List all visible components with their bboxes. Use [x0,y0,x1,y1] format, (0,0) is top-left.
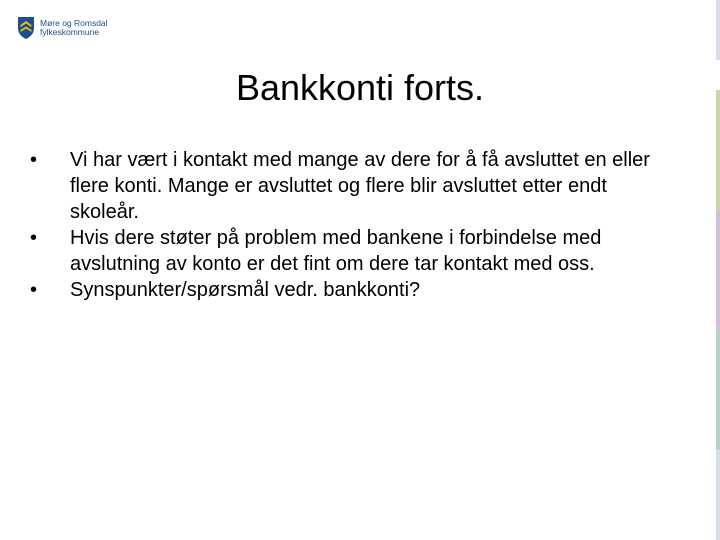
stripe-segment [716,0,720,60]
logo-line-2: fylkeskommune [40,27,100,37]
stripe-segment [716,330,720,450]
bullet-item [30,277,670,303]
bullet-item [30,147,670,225]
bullet-text: Vi har vært i kontakt med mange av dere for å få avsluttet en eller flere konti. Mange er avsluttet og flere blir avsluttet etter endt skoleår. [70,149,650,223]
shield-logo-icon [17,16,35,40]
bullet-text: Synspunkter/spørsmål vedr. bankkonti? [70,279,421,301]
logo-wordmark [40,19,108,37]
logo-line-1: Møre og Romsdal [40,18,108,28]
organization-logo [17,15,108,41]
bullet-list [30,147,670,303]
bullet-marker: • [30,227,38,249]
stripe-segment [716,450,720,540]
bullet-text: Hvis dere støter på problem med bankene i forbindelse med avslutning av konto er det fint om dere tar kontakt med oss. [70,227,602,275]
bullet-marker: • [30,149,38,171]
bullet-item [30,225,670,277]
bullet-marker: • [30,279,38,301]
slide-title: Bankkonti forts. [235,67,485,108]
stripe-segment [716,210,720,330]
